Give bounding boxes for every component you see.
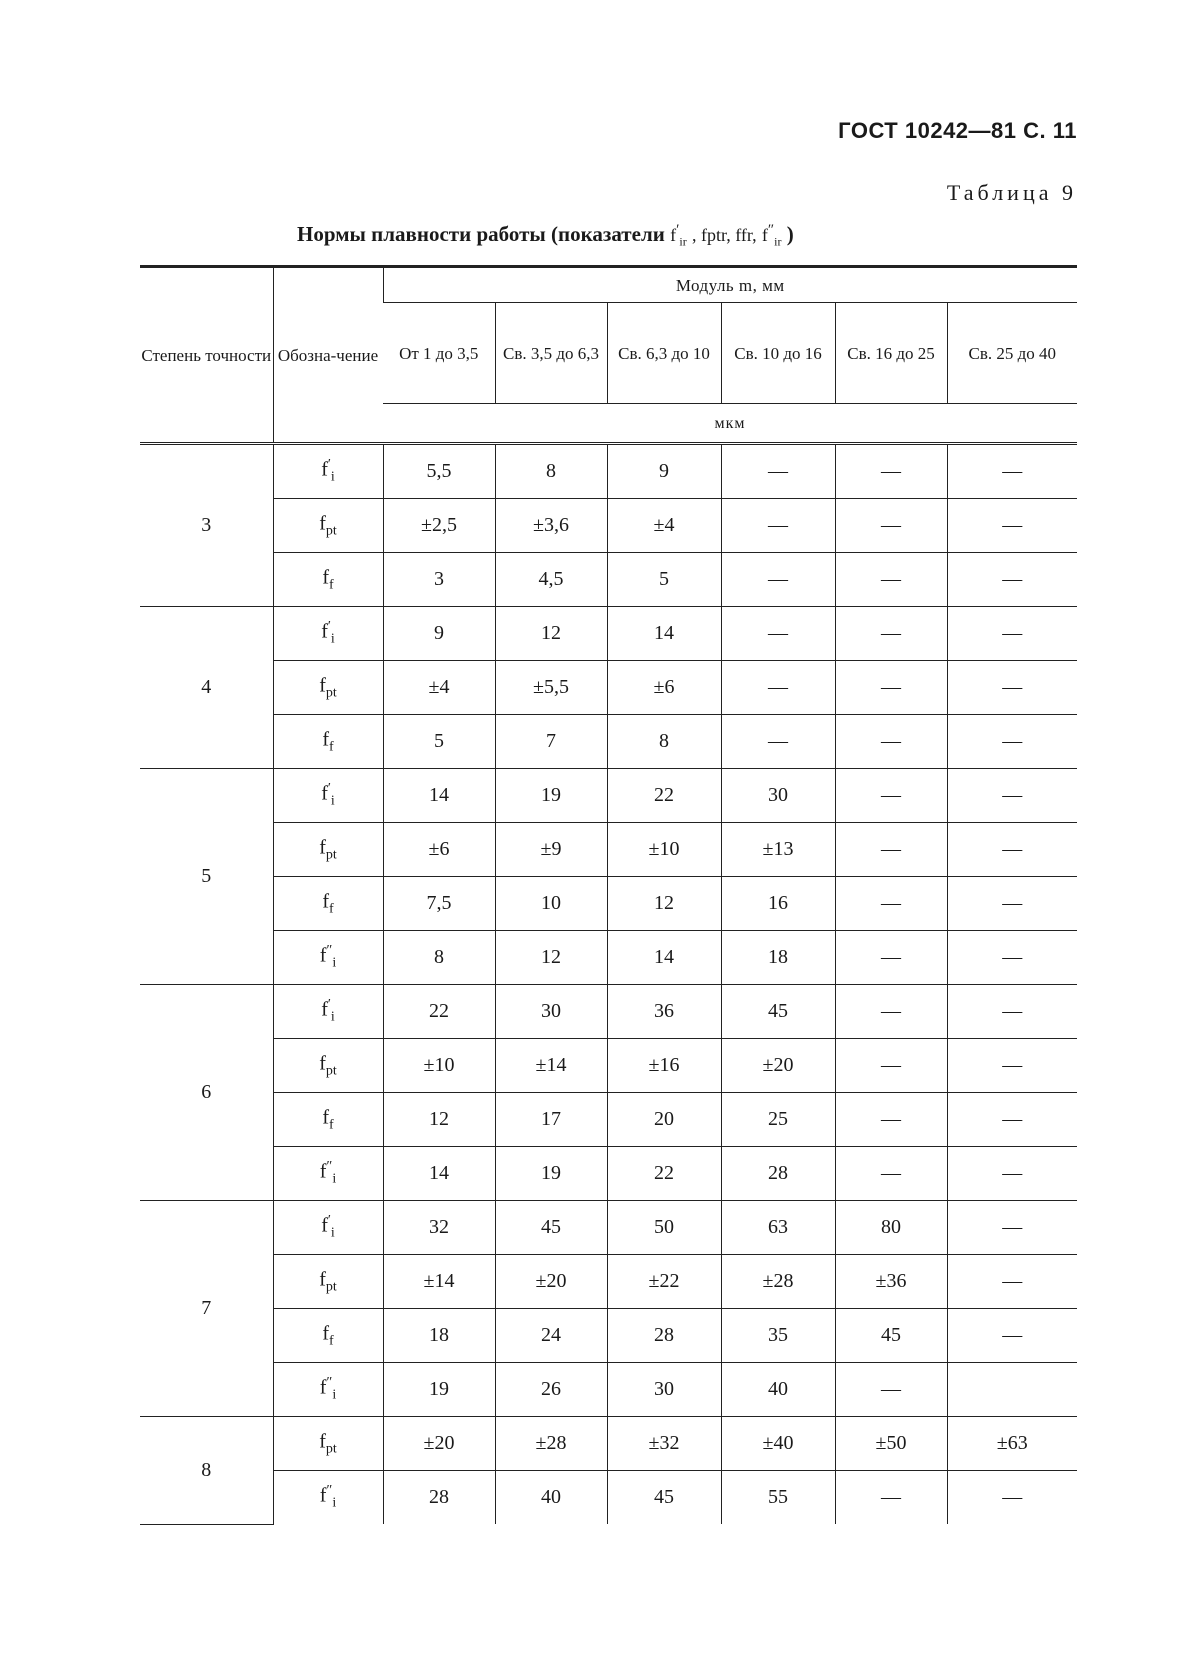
value-cell: — bbox=[947, 931, 1077, 985]
value-cell: 8 bbox=[495, 444, 607, 499]
table-row bbox=[140, 1309, 1077, 1363]
table-row bbox=[140, 1471, 1077, 1525]
symbol-cell: $f_f$ bbox=[273, 1093, 383, 1147]
table-row bbox=[140, 823, 1077, 877]
table-row bbox=[140, 985, 1077, 1039]
table-title bbox=[297, 222, 794, 250]
value-cell: ±28 bbox=[721, 1255, 835, 1309]
range-header: Св. 10 до 16 bbox=[721, 303, 835, 404]
table-row bbox=[140, 607, 1077, 661]
value-cell: 5 bbox=[383, 715, 495, 769]
degree-cell: 8 bbox=[140, 1417, 273, 1525]
value-cell: — bbox=[835, 1039, 947, 1093]
value-cell: — bbox=[947, 823, 1077, 877]
value-cell: 22 bbox=[607, 1147, 721, 1201]
symbol-cell: $f_{pt}$ bbox=[273, 1255, 383, 1309]
value-cell: ±22 bbox=[607, 1255, 721, 1309]
value-cell: — bbox=[947, 1147, 1077, 1201]
value-cell: 28 bbox=[721, 1147, 835, 1201]
value-cell: — bbox=[947, 499, 1077, 553]
value-cell: 80 bbox=[835, 1201, 947, 1255]
value-cell: — bbox=[835, 444, 947, 499]
table-title-text: Нормы плавности работы (показатели bbox=[297, 222, 665, 246]
value-cell: 30 bbox=[495, 985, 607, 1039]
symbol-cell: $f''_i$ bbox=[273, 1147, 383, 1201]
value-cell: — bbox=[835, 931, 947, 985]
value-cell: — bbox=[947, 985, 1077, 1039]
value-cell: 32 bbox=[383, 1201, 495, 1255]
symbol-cell: $f_{pt}$ bbox=[273, 661, 383, 715]
value-cell: ±14 bbox=[383, 1255, 495, 1309]
value-cell: 28 bbox=[607, 1309, 721, 1363]
table-number: Таблица 9 bbox=[946, 180, 1077, 205]
value-cell: 55 bbox=[721, 1471, 835, 1525]
symbol-cell: $f_f$ bbox=[273, 1309, 383, 1363]
value-cell: 10 bbox=[495, 877, 607, 931]
value-cell: 40 bbox=[721, 1363, 835, 1417]
table-row bbox=[140, 1039, 1077, 1093]
degree-cell: 5 bbox=[140, 769, 273, 985]
value-cell: ±20 bbox=[383, 1417, 495, 1471]
table-row bbox=[140, 1093, 1077, 1147]
range-header: От 1 до 3,5 bbox=[383, 303, 495, 404]
table-row bbox=[140, 931, 1077, 985]
value-cell: ±10 bbox=[607, 823, 721, 877]
table-row bbox=[140, 553, 1077, 607]
value-cell: 4,5 bbox=[495, 553, 607, 607]
value-cell: ±63 bbox=[947, 1417, 1077, 1471]
value-cell: 24 bbox=[495, 1309, 607, 1363]
value-cell: ±3,6 bbox=[495, 499, 607, 553]
value-cell: ±6 bbox=[383, 823, 495, 877]
value-cell: — bbox=[947, 444, 1077, 499]
value-cell: — bbox=[947, 1255, 1077, 1309]
value-cell: ±4 bbox=[383, 661, 495, 715]
table-row bbox=[140, 877, 1077, 931]
value-cell: 28 bbox=[383, 1471, 495, 1525]
value-cell: 19 bbox=[495, 769, 607, 823]
table-row bbox=[140, 1363, 1077, 1417]
symbol-cell: $f_{pt}$ bbox=[273, 499, 383, 553]
range-header: Св. 16 до 25 bbox=[835, 303, 947, 404]
degree-cell: 3 bbox=[140, 444, 273, 607]
value-cell: 18 bbox=[383, 1309, 495, 1363]
table-title-close: ) bbox=[786, 222, 794, 246]
table-row bbox=[140, 499, 1077, 553]
value-cell: 40 bbox=[495, 1471, 607, 1525]
value-cell: 19 bbox=[383, 1363, 495, 1417]
value-cell: — bbox=[835, 553, 947, 607]
table-row bbox=[140, 444, 1077, 499]
degree-cell: 6 bbox=[140, 985, 273, 1201]
value-cell: 14 bbox=[607, 931, 721, 985]
table-row bbox=[140, 1255, 1077, 1309]
value-cell: ±13 bbox=[721, 823, 835, 877]
value-cell: 14 bbox=[607, 607, 721, 661]
value-cell: — bbox=[835, 715, 947, 769]
value-cell: ±32 bbox=[607, 1417, 721, 1471]
value-cell: 18 bbox=[721, 931, 835, 985]
value-cell: 20 bbox=[607, 1093, 721, 1147]
value-cell: 5,5 bbox=[383, 444, 495, 499]
symbol-cell: $f_f$ bbox=[273, 877, 383, 931]
value-cell: 12 bbox=[495, 607, 607, 661]
value-cell: 45 bbox=[835, 1309, 947, 1363]
value-cell: 30 bbox=[607, 1363, 721, 1417]
value-cell: — bbox=[835, 823, 947, 877]
value-cell bbox=[947, 1363, 1077, 1417]
value-cell: ±14 bbox=[495, 1039, 607, 1093]
degree-cell: 7 bbox=[140, 1201, 273, 1417]
range-header: Св. 3,5 до 6,3 bbox=[495, 303, 607, 404]
value-cell: — bbox=[835, 1093, 947, 1147]
degree-header: Степень точности bbox=[140, 267, 273, 444]
value-cell: — bbox=[947, 607, 1077, 661]
symbol-cell: $f'_i$ bbox=[273, 1201, 383, 1255]
value-cell: 9 bbox=[383, 607, 495, 661]
table-row bbox=[140, 715, 1077, 769]
value-cell: 12 bbox=[495, 931, 607, 985]
value-cell: 45 bbox=[495, 1201, 607, 1255]
value-cell: — bbox=[721, 715, 835, 769]
value-cell: 12 bbox=[607, 877, 721, 931]
table-row bbox=[140, 1417, 1077, 1471]
norms-table bbox=[140, 265, 1077, 1525]
symbol-cell: $f_f$ bbox=[273, 715, 383, 769]
value-cell: 25 bbox=[721, 1093, 835, 1147]
value-cell: ±5,5 bbox=[495, 661, 607, 715]
value-cell: ±10 bbox=[383, 1039, 495, 1093]
value-cell: 8 bbox=[607, 715, 721, 769]
symbol-cell: $f_f$ bbox=[273, 553, 383, 607]
value-cell: ±36 bbox=[835, 1255, 947, 1309]
value-cell: — bbox=[835, 1471, 947, 1525]
value-cell: 45 bbox=[607, 1471, 721, 1525]
value-cell: 7,5 bbox=[383, 877, 495, 931]
title-symbols-middle: , fptr, ffr, bbox=[691, 225, 757, 245]
value-cell: 36 bbox=[607, 985, 721, 1039]
symbol-cell: $f_{pt}$ bbox=[273, 1039, 383, 1093]
value-cell: ±20 bbox=[495, 1255, 607, 1309]
symbol-cell: $f_{pt}$ bbox=[273, 1417, 383, 1471]
value-cell: 22 bbox=[383, 985, 495, 1039]
value-cell: — bbox=[947, 661, 1077, 715]
value-cell: — bbox=[721, 607, 835, 661]
value-cell: — bbox=[947, 1471, 1077, 1525]
value-cell: 22 bbox=[607, 769, 721, 823]
value-cell: 8 bbox=[383, 931, 495, 985]
value-cell: — bbox=[947, 877, 1077, 931]
value-cell: — bbox=[947, 715, 1077, 769]
value-cell: — bbox=[835, 1363, 947, 1417]
title-symbol-fir-prime: $f'_{ir}$ bbox=[670, 222, 687, 249]
symbol-cell: $f''_i$ bbox=[273, 1471, 383, 1525]
symbol-cell: $f'_i$ bbox=[273, 769, 383, 823]
page-header-code: ГОСТ 10242—81 С. 11 bbox=[838, 118, 1077, 143]
value-cell: 30 bbox=[721, 769, 835, 823]
value-cell: — bbox=[721, 661, 835, 715]
unit-header: мкм bbox=[383, 404, 1077, 444]
value-cell: ±6 bbox=[607, 661, 721, 715]
symbol-cell: $f''_i$ bbox=[273, 1363, 383, 1417]
table-row bbox=[140, 661, 1077, 715]
range-header: Св. 6,3 до 10 bbox=[607, 303, 721, 404]
value-cell: 50 bbox=[607, 1201, 721, 1255]
value-cell: 9 bbox=[607, 444, 721, 499]
symbol-cell: $f'_i$ bbox=[273, 607, 383, 661]
value-cell: 45 bbox=[721, 985, 835, 1039]
table-row bbox=[140, 1201, 1077, 1255]
value-cell: 16 bbox=[721, 877, 835, 931]
value-cell: ±20 bbox=[721, 1039, 835, 1093]
module-group-header: Модуль m, мм bbox=[383, 267, 1077, 303]
value-cell: — bbox=[835, 769, 947, 823]
value-cell: — bbox=[835, 661, 947, 715]
value-cell: ±2,5 bbox=[383, 499, 495, 553]
symbol-header: Обозна-чение bbox=[273, 267, 383, 444]
title-symbol-fir-double-prime: $f''_{ir}$ bbox=[761, 222, 782, 249]
value-cell: 17 bbox=[495, 1093, 607, 1147]
value-cell: ±4 bbox=[607, 499, 721, 553]
degree-cell: 4 bbox=[140, 607, 273, 769]
value-cell: ±16 bbox=[607, 1039, 721, 1093]
value-cell: — bbox=[947, 1309, 1077, 1363]
value-cell: 35 bbox=[721, 1309, 835, 1363]
value-cell: 12 bbox=[383, 1093, 495, 1147]
value-cell: 7 bbox=[495, 715, 607, 769]
range-header: Св. 25 до 40 bbox=[947, 303, 1077, 404]
value-cell: 3 bbox=[383, 553, 495, 607]
value-cell: 63 bbox=[721, 1201, 835, 1255]
value-cell: — bbox=[721, 499, 835, 553]
value-cell: — bbox=[835, 607, 947, 661]
symbol-cell: $f_{pt}$ bbox=[273, 823, 383, 877]
value-cell: 26 bbox=[495, 1363, 607, 1417]
value-cell: — bbox=[721, 553, 835, 607]
value-cell: 5 bbox=[607, 553, 721, 607]
value-cell: — bbox=[835, 499, 947, 553]
value-cell: — bbox=[947, 1039, 1077, 1093]
value-cell: — bbox=[947, 1201, 1077, 1255]
value-cell: ±50 bbox=[835, 1417, 947, 1471]
value-cell: — bbox=[835, 1147, 947, 1201]
value-cell: 14 bbox=[383, 1147, 495, 1201]
value-cell: — bbox=[947, 1093, 1077, 1147]
value-cell: — bbox=[947, 553, 1077, 607]
value-cell: ±28 bbox=[495, 1417, 607, 1471]
value-cell: 19 bbox=[495, 1147, 607, 1201]
table-row bbox=[140, 1147, 1077, 1201]
symbol-cell: $f'_i$ bbox=[273, 985, 383, 1039]
value-cell: ±40 bbox=[721, 1417, 835, 1471]
symbol-cell: $f''_i$ bbox=[273, 931, 383, 985]
value-cell: — bbox=[721, 444, 835, 499]
value-cell: — bbox=[835, 877, 947, 931]
value-cell: ±9 bbox=[495, 823, 607, 877]
value-cell: — bbox=[947, 769, 1077, 823]
value-cell: 14 bbox=[383, 769, 495, 823]
table-row bbox=[140, 769, 1077, 823]
table-body bbox=[140, 444, 1077, 1525]
value-cell: — bbox=[835, 985, 947, 1039]
symbol-cell: $f'_i$ bbox=[273, 444, 383, 499]
